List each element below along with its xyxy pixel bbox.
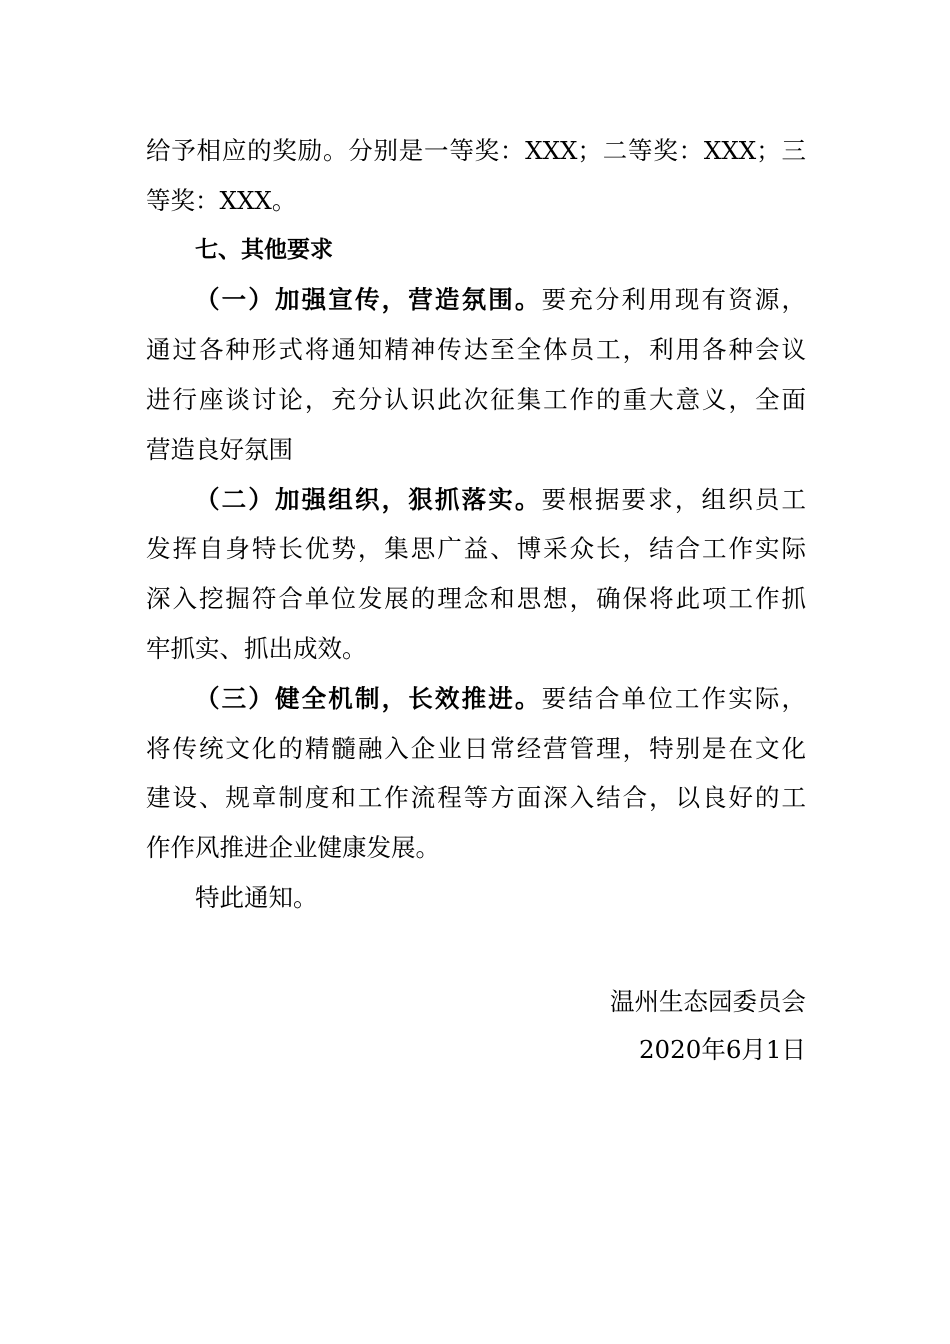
item-3-line-3: 建设、规章制度和工作流程等方面深入结合，以良好的工	[146, 783, 806, 813]
item-1-first-line	[146, 275, 806, 325]
award-paragraph-line-1: 给予相应的奖励。分别是一等奖：XXX；二等奖：XXX；三	[146, 136, 806, 165]
item-1-first-line-rest: 要充分利用现有资源，	[541, 285, 807, 315]
closing-line: 特此通知。	[195, 882, 318, 912]
item-1-line-3: 进行座谈讨论，充分认识此次征集工作的重大意义，全面	[146, 384, 806, 414]
item-3-line-4: 作作风推进企业健康发展。	[146, 833, 440, 863]
item-2-first-line-rest: 要根据要求，组织员工	[541, 484, 807, 514]
item-2-line-3: 深入挖掘符合单位发展的理念和思想，确保将此项工作抓	[146, 584, 806, 614]
item-3-first-line	[146, 674, 806, 724]
item-3-line-2: 将传统文化的精髓融入企业日常经营管理，特别是在文化	[146, 733, 806, 763]
item-1-line-4: 营造良好氛围	[146, 434, 293, 464]
item-2-line-4: 牢抓实、抓出成效。	[146, 633, 367, 663]
item-1-lead: （一）加强宣传，营造氛围。	[195, 285, 542, 315]
signature-organization: 温州生态园委员会	[610, 987, 806, 1016]
section-heading: 七、其他要求	[195, 236, 333, 263]
item-1-line-2: 通过各种形式将通知精神传达至全体员工，利用各种会议	[146, 335, 806, 365]
item-3-first-line-rest: 要结合单位工作实际，	[541, 683, 807, 713]
signature-date: 2020年6月1日	[638, 1035, 806, 1064]
item-2-lead: （二）加强组织，狠抓落实。	[195, 484, 542, 514]
item-2-line-2: 发挥自身特长优势，集思广益、博采众长，结合工作实际	[146, 534, 806, 564]
document-body	[146, 126, 806, 923]
item-3-lead: （三）健全机制，长效推进。	[195, 683, 542, 713]
item-2-first-line	[146, 475, 806, 525]
award-paragraph-line-2: 等奖：XXX。	[146, 185, 297, 215]
